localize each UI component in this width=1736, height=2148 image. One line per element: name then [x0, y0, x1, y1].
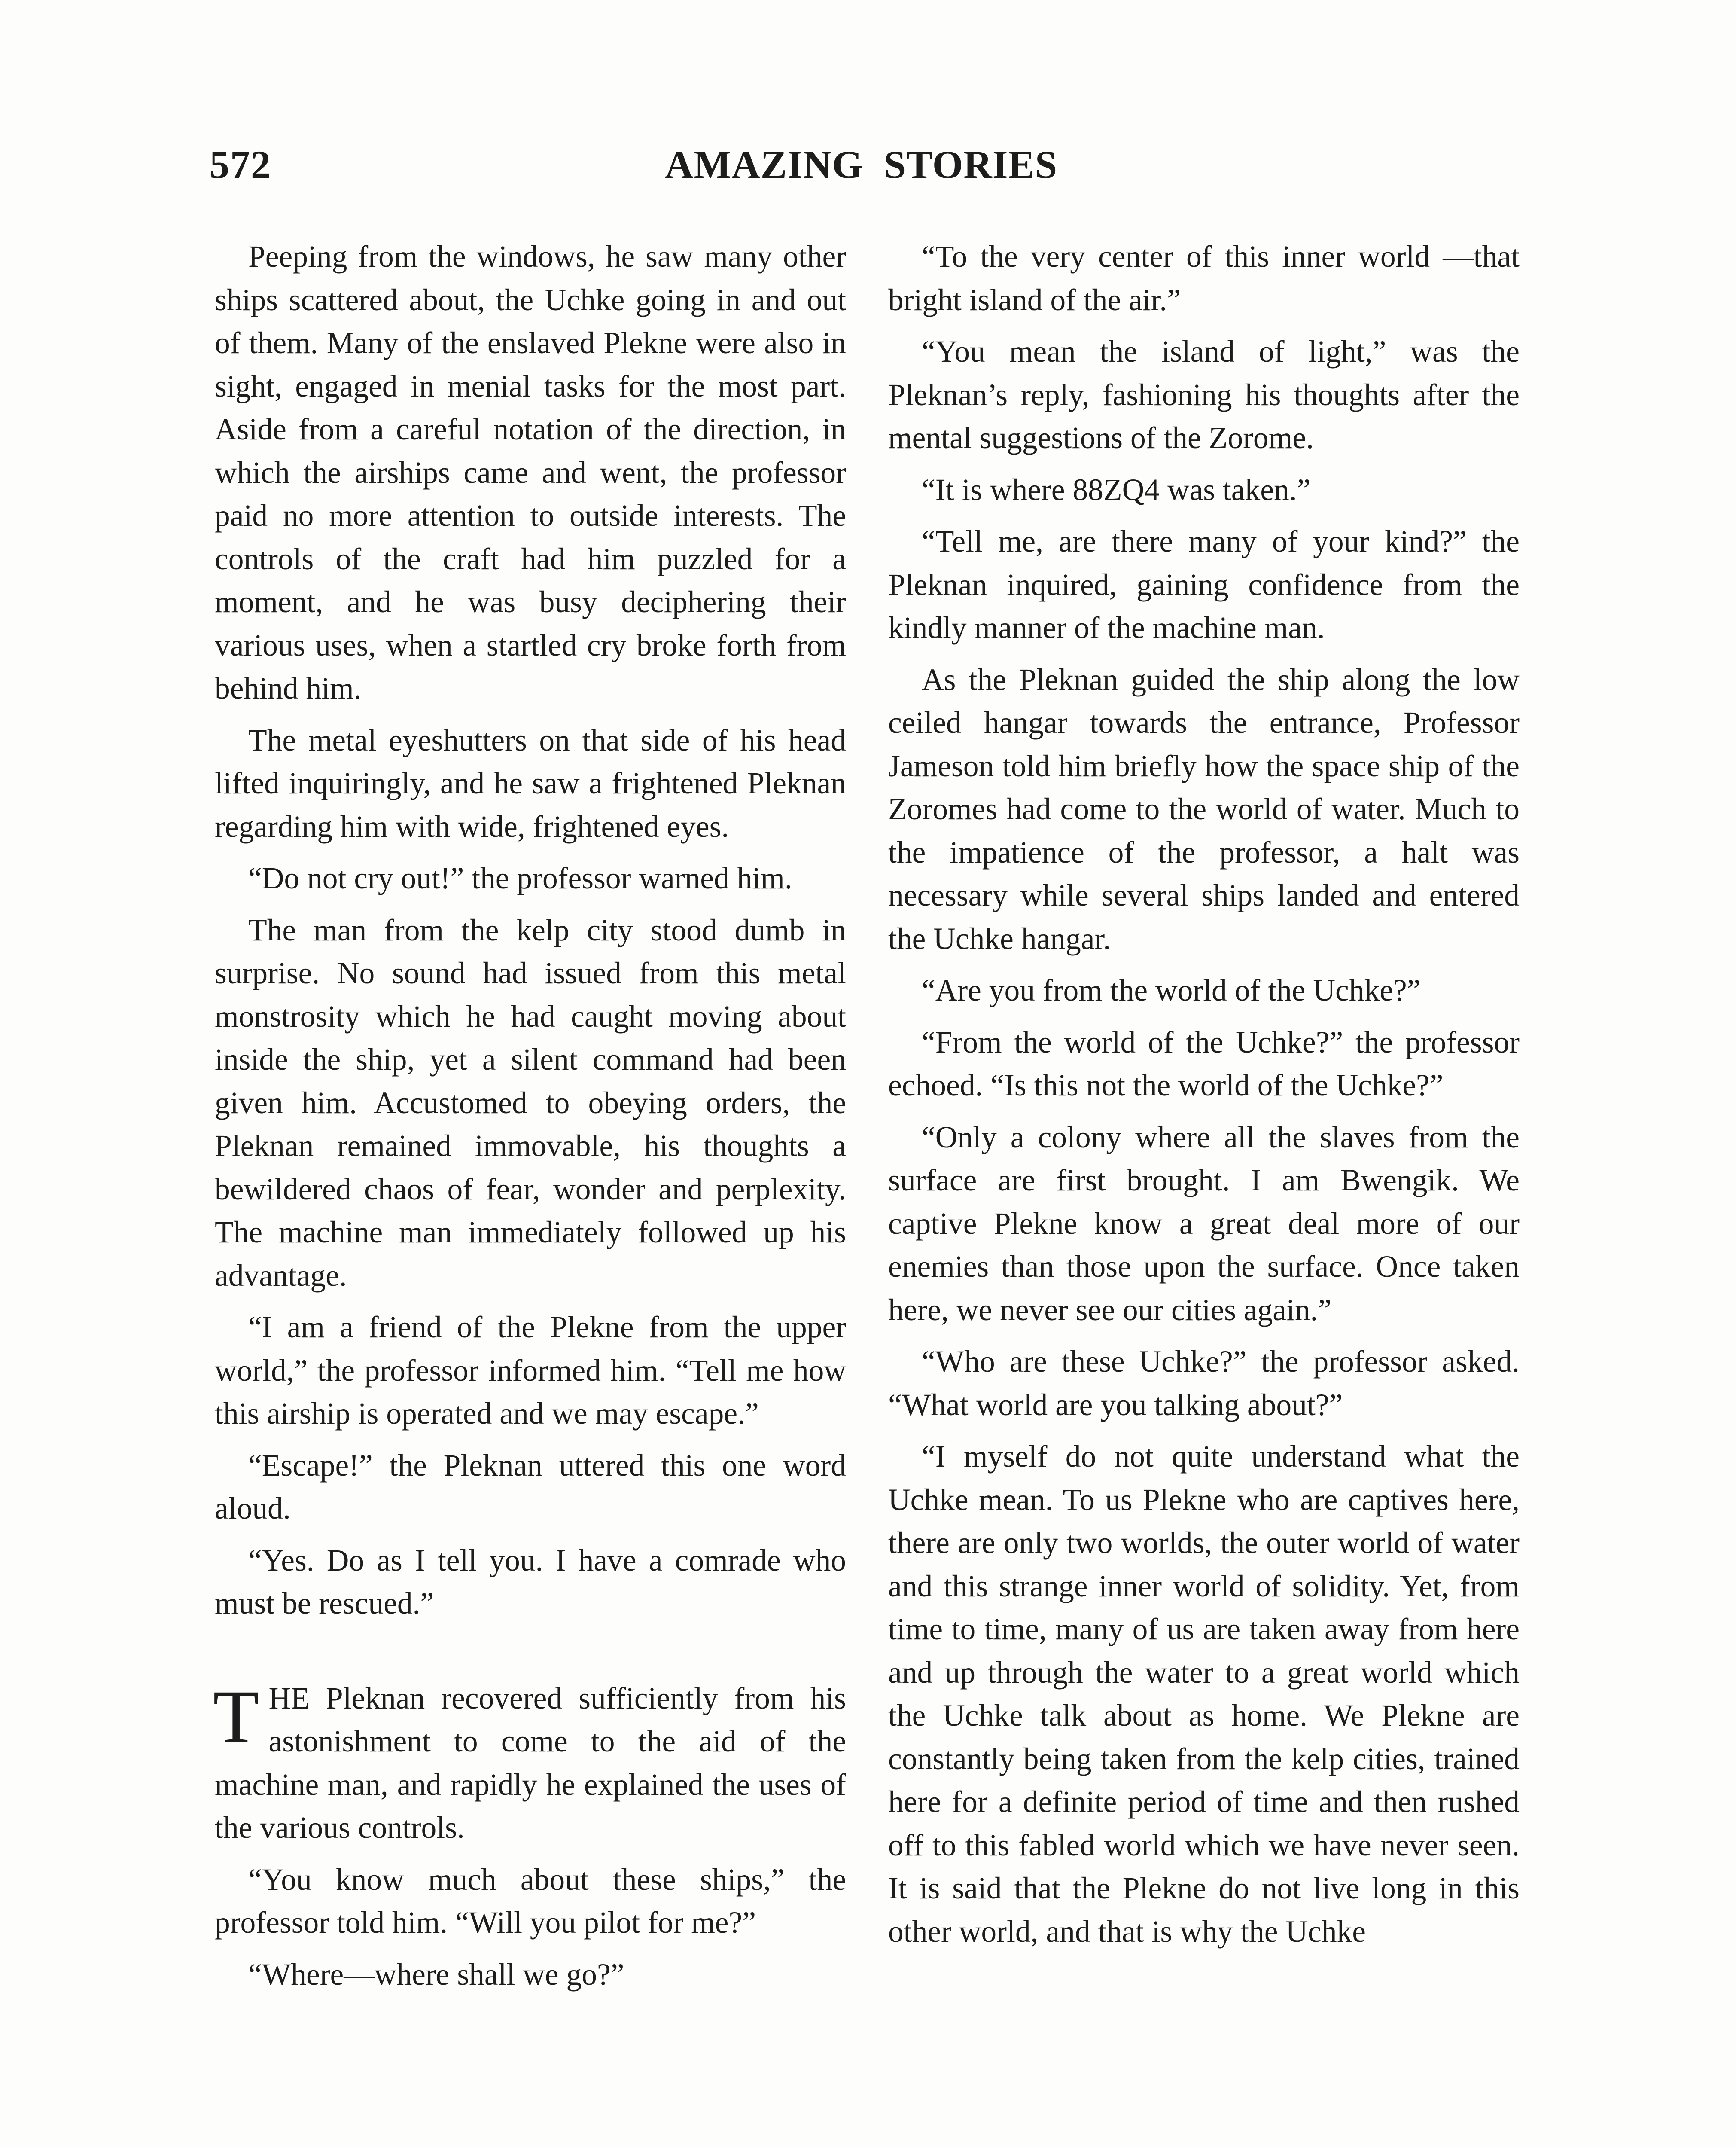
paragraph: “Are you from the world of the Uchke?” — [922, 973, 1421, 1007]
section-opening-text: HE Pleknan recovered sufficiently from his astonishment to come to the aid of the machine man, and rapidly he explained the uses of the various controls. — [215, 1681, 846, 1845]
section-opening-paragraph — [215, 1677, 846, 1850]
paragraph: “Escape!” the Pleknan uttered this one word aloud. — [215, 1448, 846, 1526]
page-number: 572 — [210, 143, 271, 186]
paragraph: “Where—where shall we go?” — [248, 1957, 624, 1992]
drop-cap: T — [213, 1675, 259, 1759]
right-column — [888, 235, 1520, 1962]
paragraph: “Do not cry out!” the professor warned him. — [248, 861, 792, 895]
paragraph: “To the very center of this inner world —that bright island of the air.” — [888, 240, 1520, 317]
paragraph: Peeping from the windows, he saw many other ships scattered about, the Uchke going in and out of them. Many of the enslaved Plekne were also in sight, engaged in menial tasks for the most part. Aside from a careful notation of the direction, in which the airships came and went, the professor paid no more attention to outside interests. The controls of the craft had him puzzled for a moment, and he was busy deciphering their various uses, when a startled cry broke forth from behind him. — [215, 240, 846, 705]
running-title: AMAZING STORIES — [665, 143, 1058, 186]
paragraph: The man from the kelp city stood dumb in surprise. No sound had issued from this metal monstrosity which he had caught moving about inside the ship, yet a silent command had been given him. Accustomed to obeying orders, the Pleknan remained immovable, his thoughts a bewildered chaos of fear, wonder and perplexity. The machine man immediately followed up his advantage. — [215, 913, 846, 1293]
paragraph: “From the world of the Uchke?” the professor echoed. “Is this not the world of the Uchke?” — [888, 1025, 1520, 1102]
left-column — [215, 235, 846, 2005]
paragraph: “I am a friend of the Plekne from the upper world,” the professor informed him. “Tell me how this airship is operated and we may escape.” — [215, 1310, 846, 1431]
paragraph: “Tell me, are there many of your kind?” the Pleknan inquired, gaining confidence from the kindly manner of the machine man. — [888, 525, 1520, 645]
paragraph: “You mean the island of light,” was the Pleknan’s reply, fashioning his thoughts after the mental suggestions of the Zorome. — [888, 335, 1520, 455]
paragraph: “Only a colony where all the slaves from the surface are first brought. I am Bwengik. We captive Plekne know a great deal more of our enemies than those upon the surface. Once taken here, we never see our cities again.” — [888, 1120, 1520, 1327]
page-header — [210, 142, 1524, 202]
paragraph: “Yes. Do as I tell you. I have a comrade who must be rescued.” — [215, 1543, 846, 1620]
paragraph: “You know much about these ships,” the professor told him. “Will you pilot for me?” — [215, 1862, 846, 1940]
paragraph: “It is where 88ZQ4 was taken.” — [922, 473, 1311, 507]
paragraph: As the Pleknan guided the ship along the low ceiled hangar towards the entrance, Professor Jameson told him briefly how the space ship of the Zoromes had come to the world of water. Much to the impatience of the professor, a halt was necessary while several ships landed and entered the Uchke hangar. — [888, 662, 1520, 956]
paragraph: “I myself do not quite understand what the Uchke mean. To us Plekne who are captives here, there are only two worlds, the outer world of water and this strange inner world of solidity. Yet, from time to time, many of us are taken away from here and up through the water to a great world which the Uchke talk about as home. We Plekne are constantly being taken from the kelp cities, trained here for a definite period of time and then rushed off to this fabled world which we have never seen. It is said that the Plekne do not live long in this other world, and that is why the Uchke — [888, 1440, 1520, 1949]
paragraph: The metal eyeshutters on that side of his head lifted inquiringly, and he saw a frightened Pleknan regarding him with wide, frightened eyes. — [215, 723, 846, 844]
paragraph: “Who are these Uchke?” the professor asked. “What world are you talking about?” — [888, 1345, 1520, 1422]
